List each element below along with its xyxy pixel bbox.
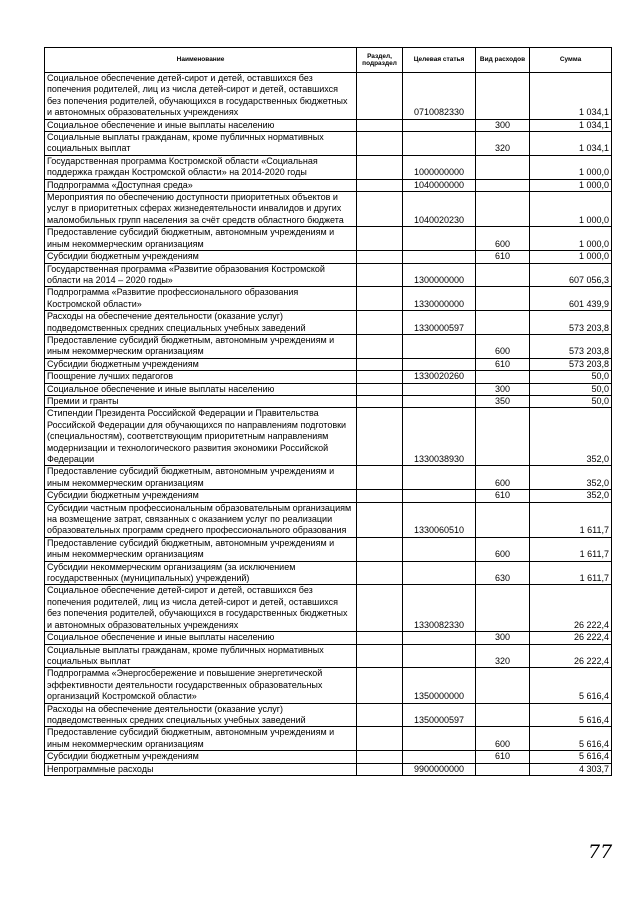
cell-section xyxy=(357,668,403,703)
cell-type xyxy=(476,371,530,383)
cell-target: 9900000000 xyxy=(403,763,476,775)
cell-name: Предоставление субсидий бюджетным, автономным учреждениям и иным некоммерческим организациям xyxy=(45,466,357,490)
table-row xyxy=(45,408,612,466)
cell-section xyxy=(357,751,403,763)
cell-sum: 601 439,9 xyxy=(530,287,612,311)
cell-target: 1300000000 xyxy=(403,263,476,287)
cell-section xyxy=(357,561,403,585)
cell-sum: 50,0 xyxy=(530,371,612,383)
table-row xyxy=(45,287,612,311)
cell-type xyxy=(476,192,530,227)
cell-section xyxy=(357,466,403,490)
cell-section xyxy=(357,358,403,370)
cell-name: Непрограммные расходы xyxy=(45,763,357,775)
cell-sum: 352,0 xyxy=(530,466,612,490)
cell-type: 630 xyxy=(476,561,530,585)
cell-type xyxy=(476,179,530,191)
cell-type: 610 xyxy=(476,490,530,502)
cell-section xyxy=(357,408,403,466)
cell-section xyxy=(357,132,403,156)
cell-name: Государственная программа Костромской области «Социальная поддержка граждан Костромской области» на 2014-2020 годы xyxy=(45,155,357,179)
cell-name: Расходы на обеспечение деятельности (оказание услуг) подведомственных средних специальных учебных заведений xyxy=(45,703,357,727)
cell-sum: 573 203,8 xyxy=(530,334,612,358)
table-row xyxy=(45,632,612,644)
cell-target: 1350000597 xyxy=(403,703,476,727)
cell-section xyxy=(357,644,403,668)
cell-sum: 573 203,8 xyxy=(530,311,612,335)
cell-sum: 573 203,8 xyxy=(530,358,612,370)
cell-name: Социальное обеспечение детей-сирот и детей, оставшихся без попечения родителей, лиц из числа детей-сирот и детей, оставшихся без попечения родителей, обучающихся в государственных бюджетных и автономных образовательных учреждениях xyxy=(45,73,357,120)
cell-section xyxy=(357,585,403,632)
cell-name: Субсидии бюджетным учреждениям xyxy=(45,251,357,263)
cell-sum: 607 056,3 xyxy=(530,263,612,287)
table-row xyxy=(45,383,612,395)
cell-name: Предоставление субсидий бюджетным, автономным учреждениям и иным некоммерческим организациям xyxy=(45,727,357,751)
cell-section xyxy=(357,703,403,727)
cell-sum: 1 000,0 xyxy=(530,155,612,179)
cell-name: Подпрограмма «Доступная среда» xyxy=(45,179,357,191)
cell-section xyxy=(357,73,403,120)
cell-name: Предоставление субсидий бюджетным, автономным учреждениям и иным некоммерческим организациям xyxy=(45,227,357,251)
cell-section xyxy=(357,334,403,358)
cell-section xyxy=(357,179,403,191)
cell-section xyxy=(357,263,403,287)
table-row xyxy=(45,263,612,287)
table-row xyxy=(45,334,612,358)
cell-target: 1350000000 xyxy=(403,668,476,703)
cell-section xyxy=(357,311,403,335)
cell-name: Предоставление субсидий бюджетным, автономным учреждениям и иным некоммерческим организациям xyxy=(45,537,357,561)
table-row xyxy=(45,311,612,335)
header-name: Наименование xyxy=(45,48,357,73)
cell-target: 1330000597 xyxy=(403,311,476,335)
cell-name: Подпрограмма «Развитие профессионального образования Костромской области» xyxy=(45,287,357,311)
cell-sum: 1 611,7 xyxy=(530,537,612,561)
table-row xyxy=(45,155,612,179)
cell-target: 1040000000 xyxy=(403,179,476,191)
cell-sum: 5 616,4 xyxy=(530,703,612,727)
cell-target xyxy=(403,119,476,131)
page-number: 77 xyxy=(588,841,613,863)
cell-name: Социальные выплаты гражданам, кроме публичных нормативных социальных выплат xyxy=(45,644,357,668)
cell-sum: 1 000,0 xyxy=(530,192,612,227)
cell-sum: 5 616,4 xyxy=(530,668,612,703)
cell-type xyxy=(476,263,530,287)
cell-name: Расходы на обеспечение деятельности (оказание услуг) подведомственных средних специальных учебных заведений xyxy=(45,311,357,335)
cell-type: 600 xyxy=(476,466,530,490)
cell-sum: 26 222,4 xyxy=(530,644,612,668)
table-row xyxy=(45,763,612,775)
cell-target xyxy=(403,644,476,668)
cell-sum: 1 034,1 xyxy=(530,132,612,156)
cell-target xyxy=(403,751,476,763)
cell-name: Стипендии Президента Российской Федерации и Правительства Российской Федерации для обучающихся по направлениям подготовки (специальностям), соответствующим приоритетным направлениям модернизации и технологического развития экономики Российской Федерации xyxy=(45,408,357,466)
table-row xyxy=(45,358,612,370)
cell-sum: 50,0 xyxy=(530,395,612,407)
cell-sum: 4 303,7 xyxy=(530,763,612,775)
cell-section xyxy=(357,537,403,561)
table-header-row xyxy=(45,48,612,73)
table-row xyxy=(45,703,612,727)
cell-sum: 50,0 xyxy=(530,383,612,395)
table-row xyxy=(45,227,612,251)
cell-section xyxy=(357,632,403,644)
table-body xyxy=(45,73,612,776)
cell-name: Социальные выплаты гражданам, кроме публичных нормативных социальных выплат xyxy=(45,132,357,156)
table-row xyxy=(45,119,612,131)
cell-section xyxy=(357,502,403,537)
cell-name: Социальное обеспечение детей-сирот и детей, оставшихся без попечения родителей, лиц из числа детей-сирот и детей, оставшихся без попечения родителей, обучающихся в государственных бюджетных и автономных образовательных учреждениях xyxy=(45,585,357,632)
cell-type: 600 xyxy=(476,227,530,251)
table-row xyxy=(45,179,612,191)
cell-section xyxy=(357,251,403,263)
table-row xyxy=(45,251,612,263)
cell-type xyxy=(476,585,530,632)
cell-target xyxy=(403,132,476,156)
cell-name: Субсидии частным профессиональным образовательным организациям на возмещение затрат, связанных с оказанием услуг по реализации образовательных программ среднего профессионального образования xyxy=(45,502,357,537)
cell-target: 1330000000 xyxy=(403,287,476,311)
cell-target: 1040020230 xyxy=(403,192,476,227)
cell-target: 0710082330 xyxy=(403,73,476,120)
table-row xyxy=(45,751,612,763)
cell-name: Субсидии бюджетным учреждениям xyxy=(45,751,357,763)
header-type: Вид расходов xyxy=(476,48,530,73)
cell-sum: 1 000,0 xyxy=(530,179,612,191)
cell-type xyxy=(476,668,530,703)
cell-target xyxy=(403,251,476,263)
cell-section xyxy=(357,155,403,179)
cell-target xyxy=(403,632,476,644)
table-row xyxy=(45,73,612,120)
cell-type: 300 xyxy=(476,383,530,395)
cell-section xyxy=(357,192,403,227)
table-row xyxy=(45,537,612,561)
cell-type xyxy=(476,703,530,727)
cell-type: 610 xyxy=(476,751,530,763)
cell-target xyxy=(403,537,476,561)
cell-type xyxy=(476,311,530,335)
header-section: Раздел, подраздел xyxy=(357,48,403,73)
cell-section xyxy=(357,383,403,395)
cell-type xyxy=(476,73,530,120)
cell-sum: 26 222,4 xyxy=(530,632,612,644)
table-row xyxy=(45,561,612,585)
cell-sum: 1 034,1 xyxy=(530,73,612,120)
cell-target: 1000000000 xyxy=(403,155,476,179)
cell-target: 1330060510 xyxy=(403,502,476,537)
cell-type: 610 xyxy=(476,251,530,263)
table-row xyxy=(45,371,612,383)
cell-name: Мероприятия по обеспечению доступности приоритетных объектов и услуг в приоритетных сферах жизнедеятельности инвалидов и других маломобильных групп населения за счёт средств областного бюджета xyxy=(45,192,357,227)
cell-target: 1330020260 xyxy=(403,371,476,383)
header-sum: Сумма xyxy=(530,48,612,73)
cell-name: Субсидии бюджетным учреждениям xyxy=(45,358,357,370)
cell-section xyxy=(357,727,403,751)
cell-section xyxy=(357,227,403,251)
cell-type: 600 xyxy=(476,537,530,561)
cell-name: Предоставление субсидий бюджетным, автономным учреждениям и иным некоммерческим организациям xyxy=(45,334,357,358)
table-row xyxy=(45,395,612,407)
cell-sum: 352,0 xyxy=(530,490,612,502)
table-row xyxy=(45,490,612,502)
cell-sum: 1 611,7 xyxy=(530,502,612,537)
cell-section xyxy=(357,287,403,311)
table-row xyxy=(45,466,612,490)
cell-type: 350 xyxy=(476,395,530,407)
cell-name: Поощрение лучших педагогов xyxy=(45,371,357,383)
table-row xyxy=(45,502,612,537)
cell-type: 300 xyxy=(476,632,530,644)
cell-section xyxy=(357,395,403,407)
cell-type: 300 xyxy=(476,119,530,131)
cell-sum: 26 222,4 xyxy=(530,585,612,632)
cell-type: 600 xyxy=(476,334,530,358)
table-row xyxy=(45,132,612,156)
cell-name: Субсидии некоммерческим организациям (за исключением государственных (муниципальных) учреждений) xyxy=(45,561,357,585)
table-row xyxy=(45,192,612,227)
cell-name: Подпрограмма «Энергосбережение и повышение энергетической эффективности деятельности государственных образовательных организаций Костромской области» xyxy=(45,668,357,703)
cell-target xyxy=(403,334,476,358)
cell-sum: 352,0 xyxy=(530,408,612,466)
cell-section xyxy=(357,763,403,775)
cell-target xyxy=(403,227,476,251)
cell-section xyxy=(357,490,403,502)
header-target: Целевая статья xyxy=(403,48,476,73)
cell-name: Премии и гранты xyxy=(45,395,357,407)
cell-type xyxy=(476,502,530,537)
cell-type: 320 xyxy=(476,132,530,156)
cell-type xyxy=(476,408,530,466)
cell-sum: 5 616,4 xyxy=(530,727,612,751)
cell-type: 610 xyxy=(476,358,530,370)
cell-name: Социальное обеспечение и иные выплаты населению xyxy=(45,119,357,131)
cell-target xyxy=(403,395,476,407)
cell-type xyxy=(476,155,530,179)
cell-name: Субсидии бюджетным учреждениям xyxy=(45,490,357,502)
cell-sum: 1 611,7 xyxy=(530,561,612,585)
cell-name: Социальное обеспечение и иные выплаты населению xyxy=(45,383,357,395)
cell-type: 320 xyxy=(476,644,530,668)
cell-name: Социальное обеспечение и иные выплаты населению xyxy=(45,632,357,644)
cell-target xyxy=(403,358,476,370)
cell-sum: 5 616,4 xyxy=(530,751,612,763)
table-row xyxy=(45,644,612,668)
table-row xyxy=(45,585,612,632)
budget-table xyxy=(44,47,612,776)
cell-target: 1330082330 xyxy=(403,585,476,632)
cell-target xyxy=(403,490,476,502)
cell-target xyxy=(403,466,476,490)
cell-target: 1330038930 xyxy=(403,408,476,466)
cell-target xyxy=(403,561,476,585)
cell-section xyxy=(357,371,403,383)
cell-type xyxy=(476,763,530,775)
cell-type xyxy=(476,287,530,311)
cell-sum: 1 000,0 xyxy=(530,227,612,251)
table-row xyxy=(45,727,612,751)
cell-target xyxy=(403,383,476,395)
cell-sum: 1 034,1 xyxy=(530,119,612,131)
cell-section xyxy=(357,119,403,131)
cell-type: 600 xyxy=(476,727,530,751)
cell-target xyxy=(403,727,476,751)
table-row xyxy=(45,668,612,703)
cell-sum: 1 000,0 xyxy=(530,251,612,263)
cell-name: Государственная программа «Развитие образования Костромской области на 2014 – 2020 годы» xyxy=(45,263,357,287)
